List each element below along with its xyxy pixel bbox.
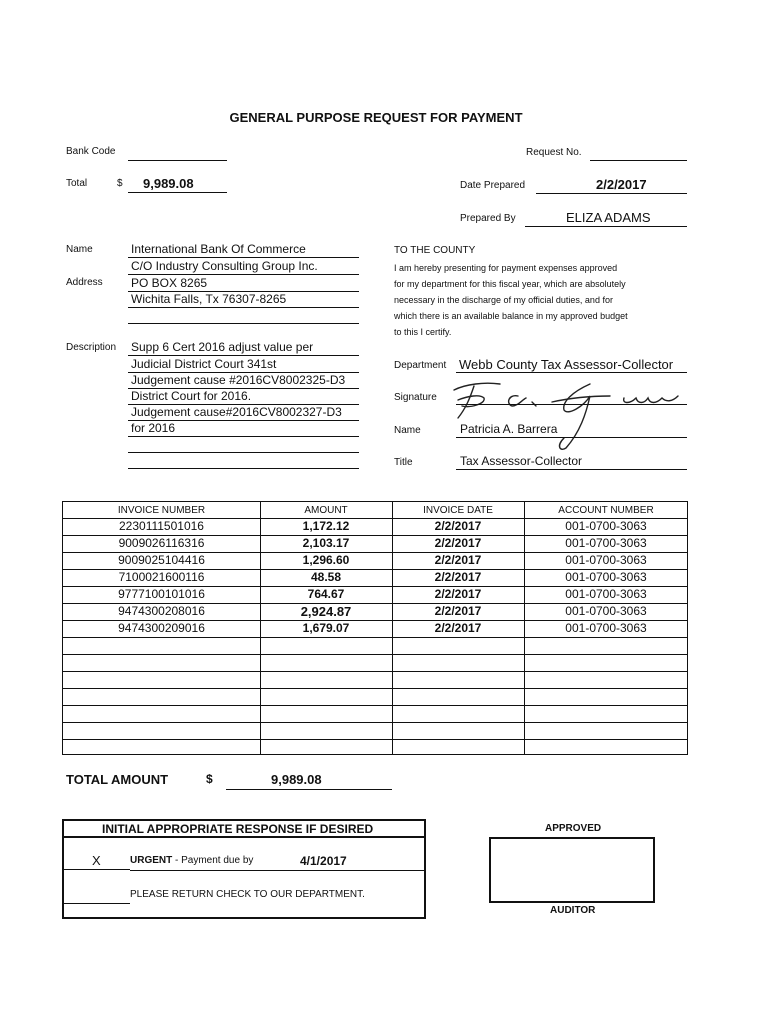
total-amount-underline [226, 789, 392, 790]
description-underline-7 [128, 452, 359, 453]
description-label: Description [66, 342, 117, 353]
cell-account-number: 001-0700-3063 [565, 553, 647, 567]
due-date-underline [130, 870, 426, 871]
cell-amount: 2,103.17 [302, 536, 350, 550]
response-heading: INITIAL APPROPRIATE RESPONSE IF DESIRED [102, 822, 374, 836]
cell-invoice-date: 2/2/2017 [434, 604, 482, 618]
urgent-label: URGENT [130, 855, 173, 866]
total-amount-value: 9,989.08 [271, 772, 322, 787]
total-underline [128, 192, 227, 193]
department-value: Webb County Tax Assessor-Collector [459, 357, 674, 372]
certification-line-3: necessary in the discharge of my official duties, and for [394, 295, 613, 305]
description-line-3: Judgement cause #2016CV8002325-D3 [131, 373, 346, 387]
bank-code-field[interactable] [128, 160, 227, 161]
urgent-text: - Payment due by [172, 855, 254, 866]
date-prepared-label: Date Prepared [460, 180, 526, 191]
row-divider [63, 705, 687, 706]
address-line-1-underline [128, 274, 359, 275]
signer-title-underline [456, 469, 687, 470]
certification-line-2: for my department for this fiscal year, which are absolutely [394, 279, 626, 289]
row-divider [63, 739, 687, 740]
response-box [62, 819, 426, 919]
payee-name-underline [128, 257, 359, 258]
cell-account-number: 001-0700-3063 [565, 604, 647, 618]
cell-amount: 764.67 [307, 587, 345, 601]
cell-account-number: 001-0700-3063 [565, 587, 647, 601]
row-divider [63, 671, 687, 672]
return-check-underline [64, 903, 130, 904]
date-prepared-underline [536, 193, 687, 194]
address-line-1: C/O Industry Consulting Group Inc. [131, 259, 318, 273]
signer-name-value: Patricia A. Barrera [460, 422, 558, 436]
cell-account-number: 001-0700-3063 [565, 536, 647, 550]
prepared-by-underline [525, 226, 687, 227]
row-divider [63, 654, 687, 655]
total-label: Total [66, 178, 88, 189]
row-divider [63, 637, 687, 638]
page-title: GENERAL PURPOSE REQUEST FOR PAYMENT [229, 110, 523, 125]
urgent-line [130, 855, 253, 866]
total-value: 9,989.08 [143, 176, 194, 191]
handwritten-signature [440, 372, 690, 452]
cell-invoice-date: 2/2/2017 [434, 621, 482, 635]
header-amount: AMOUNT [304, 505, 348, 516]
address-line-3-underline [128, 307, 359, 308]
cell-invoice-number: 2230111501016 [119, 519, 204, 533]
address-line-3: Wichita Falls, Tx 76307-8265 [131, 292, 287, 306]
response-divider [64, 836, 424, 838]
description-line-1: Supp 6 Cert 2016 adjust value per [131, 340, 314, 354]
bank-code-label: Bank Code [66, 146, 116, 157]
description-underline-1 [128, 355, 359, 356]
cell-amount: 1,172.12 [302, 519, 350, 533]
cell-invoice-date: 2/2/2017 [434, 536, 482, 550]
urgent-mark-underline [64, 869, 130, 870]
cell-amount: 1,296.60 [302, 553, 350, 567]
signer-name-underline [456, 437, 687, 438]
cell-invoice-number: 7100021600116 [118, 570, 205, 584]
description-line-2: Judicial District Court 341st [131, 357, 277, 371]
approval-box [489, 837, 655, 903]
name-label: Name [66, 244, 93, 255]
cell-invoice-date: 2/2/2017 [434, 587, 482, 601]
signer-name-label: Name [394, 425, 421, 436]
prepared-by-value: ELIZA ADAMS [566, 210, 651, 225]
invoice-table [62, 501, 688, 755]
cell-amount: 2,924.87 [300, 604, 352, 619]
total-amount-currency: $ [206, 772, 213, 786]
department-label: Department [394, 360, 447, 371]
certification-line-5: to this I certify. [394, 327, 452, 337]
description-line-5: Judgement cause#2016CV8002327-D3 [131, 405, 342, 419]
cell-invoice-date: 2/2/2017 [434, 553, 482, 567]
signature-underline [456, 404, 687, 405]
row-divider [63, 688, 687, 689]
certification-line-1: I am hereby presenting for payment expenses approved [394, 263, 618, 273]
row-divider [63, 722, 687, 723]
cell-account-number: 001-0700-3063 [565, 621, 647, 635]
total-currency: $ [117, 178, 123, 189]
payee-name: International Bank Of Commerce [131, 242, 306, 256]
cell-amount: 1,679.07 [302, 621, 350, 635]
cell-account-number: 001-0700-3063 [565, 519, 647, 533]
certification-heading: TO THE COUNTY [394, 245, 476, 256]
signature-label: Signature [394, 392, 437, 403]
prepared-by-label: Prepared By [460, 213, 516, 224]
header-invoice-number: INVOICE NUMBER [117, 505, 206, 516]
header-invoice-date: INVOICE DATE [423, 505, 493, 516]
request-no-label: Request No. [526, 147, 582, 158]
address-line-2: PO BOX 8265 [131, 276, 208, 290]
request-no-field[interactable] [590, 160, 687, 161]
auditor-label: AUDITOR [550, 905, 596, 916]
cell-invoice-number: 9777100101016 [118, 587, 205, 601]
cell-amount: 48.58 [310, 570, 342, 584]
due-date: 4/1/2017 [300, 854, 347, 868]
description-line-4: District Court for 2016. [131, 389, 252, 403]
approved-label: APPROVED [545, 823, 602, 834]
description-underline-8 [128, 468, 359, 469]
description-underline-6 [128, 436, 359, 437]
header-account-number: ACCOUNT NUMBER [558, 505, 654, 516]
signer-title-value: Tax Assessor-Collector [460, 454, 583, 468]
cell-invoice-date: 2/2/2017 [434, 570, 482, 584]
cell-invoice-number: 9474300209016 [118, 621, 205, 635]
cell-invoice-number: 9009026116316 [118, 536, 205, 550]
signer-title-label: Title [394, 457, 413, 468]
return-check-text: PLEASE RETURN CHECK TO OUR DEPARTMENT. [130, 889, 365, 900]
urgent-mark[interactable]: X [92, 853, 101, 868]
cell-invoice-number: 9474300208016 [118, 604, 205, 618]
date-prepared-value: 2/2/2017 [596, 177, 647, 192]
cell-invoice-date: 2/2/2017 [434, 519, 482, 533]
address-extra-underline [128, 323, 359, 324]
certification-line-4: which there is an available balance in my approved budget [394, 311, 628, 321]
cell-account-number: 001-0700-3063 [565, 570, 647, 584]
description-line-6: for 2016 [131, 421, 176, 435]
total-amount-label: TOTAL AMOUNT [66, 772, 169, 787]
address-label: Address [66, 277, 103, 288]
cell-invoice-number: 9009025104416 [118, 553, 205, 567]
